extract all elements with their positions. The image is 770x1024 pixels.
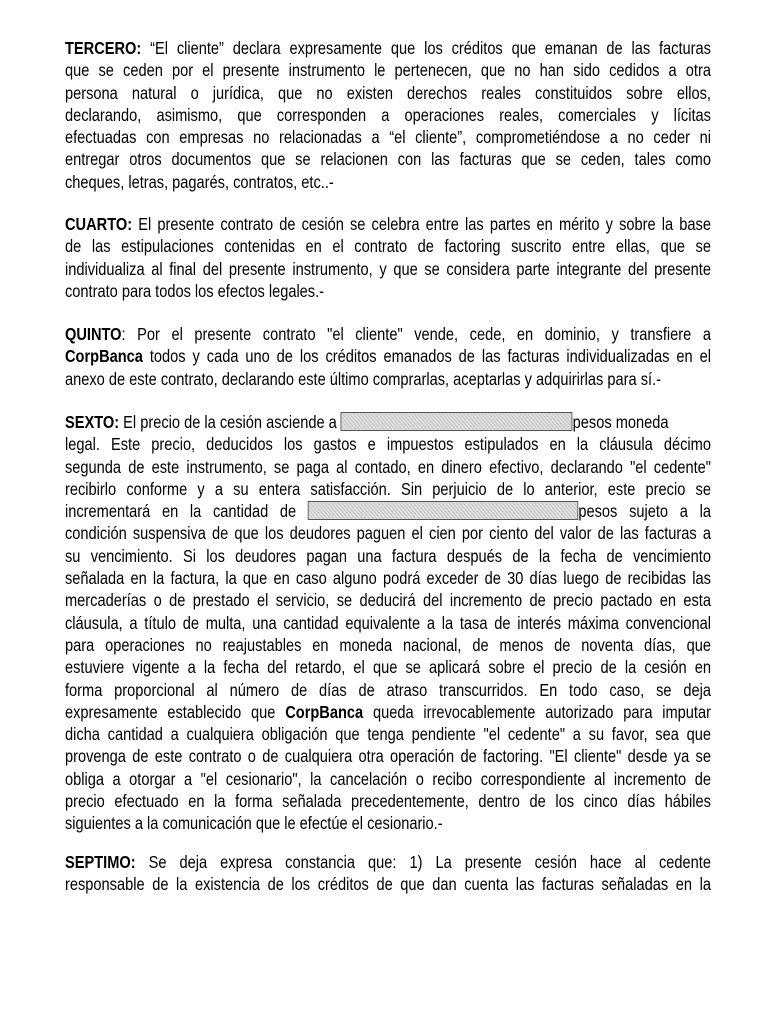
clause-heading: SEPTIMO: <box>65 852 136 872</box>
increment-amount-field[interactable] <box>308 501 578 520</box>
clause-sexto <box>65 411 711 835</box>
clause-text: precio efectuado en la forma señalada precedentemente, dentro de los cinco días hábiles <box>65 791 711 812</box>
clause-text: que se ceden por el presente instrumento le pertenecen, que no han sido cedidos a otra <box>65 60 711 81</box>
clause-text: dicha cantidad a cualquiera obligación que tenga pendiente "el cedente" a su favor, sea que <box>65 724 711 745</box>
clause-text: cheques, letras, pagarés, contratos, etc..- <box>65 171 334 192</box>
clause-text: queda irrevocablemente autorizado para imputar <box>363 701 711 722</box>
clause-text: declarando, asimismo, que corresponden a operaciones reales, comerciales y lícitas <box>65 104 711 125</box>
clause-text: cláusula, a título de multa, una cantidad equivalente a la tasa de interés máxima convencional <box>65 612 711 633</box>
clause-text: para operaciones no reajustables en moneda nacional, de menos de noventa días, que <box>65 634 711 655</box>
clause-text: anexo de este contrato, declarando este último comprarlas, aceptarlas y adquirirlas para sí.- <box>65 368 662 389</box>
clause-text: individualiza al final del presente instrumento, y que se considera parte integrante del presente <box>65 258 711 279</box>
clause-text: estuviere vigente a la fecha del retardo, el que se aplicará sobre el precio de la cesión en <box>65 657 711 678</box>
clause-quinto <box>65 323 711 390</box>
clause-text: condición suspensiva de que los deudores paguen el cien por ciento del valor de las facturas a <box>65 523 711 544</box>
clause-text: Se deja expresa constancia que: 1) La presente cesión hace al cedente <box>135 852 711 872</box>
clause-text: : Por el presente contrato "el cliente" vende, cede, en dominio, y transfiere a <box>121 324 711 344</box>
clause-text: efectuadas con empresas no relacionadas a “el cliente”, comprometiéndose a no ceder ni <box>65 127 711 148</box>
price-amount-field[interactable] <box>341 412 573 431</box>
bank-name: CorpBanca <box>65 346 143 367</box>
clause-tercero <box>65 37 711 193</box>
clause-text: de las estipulaciones contenidas en el contrato de factoring suscrito entre ellas, que se <box>65 236 711 257</box>
clause-text: provenga de este contrato o de cualquiera otra operación de factoring. "El cliente" desde ya se <box>65 746 711 767</box>
clause-text: persona natural o jurídica, que no existen derechos reales constituidos sobre ellos, <box>65 82 711 103</box>
clause-text: siguientes a la comunicación que le efectúe el cesionario.- <box>65 813 443 834</box>
clause-heading: QUINTO <box>65 324 122 344</box>
clause-text: todos y cada uno de los créditos emanados de las facturas individualizadas en el <box>142 346 711 367</box>
clause-text: recibirlo conforme y a su entera satisfacción. Sin perjuicio de lo anterior, este precio se <box>65 478 711 499</box>
clause-text: El precio de la cesión asciende a <box>119 412 341 432</box>
clause-text: El presente contrato de cesión se celebra entre las partes en mérito y sobre la base <box>132 214 711 234</box>
clause-septimo <box>65 851 711 896</box>
clause-text: legal. Este precio, deducidos los gastos e impuestos estipulados en la cláusula décimo <box>65 434 711 455</box>
clause-text: forma proporcional al número de días de atraso transcurridos. En todo caso, se deja <box>65 679 711 700</box>
clause-heading: TERCERO: <box>65 38 142 58</box>
clause-text: mercaderías o de prestado el servicio, se deducirá del incremento de precio pactado en esta <box>65 590 711 611</box>
clause-text: segunda de este instrumento, se paga al contado, en dinero efectivo, declarando "el cedente" <box>65 456 711 477</box>
clause-heading: SEXTO: <box>65 412 120 432</box>
clause-text: responsable de la existencia de los créditos de que dan cuenta las facturas señaladas en la <box>65 874 711 895</box>
clause-heading: CUARTO: <box>65 214 133 234</box>
clause-text: pesos moneda <box>572 412 669 432</box>
clause-cuarto <box>65 213 711 302</box>
clause-text: señalada en la factura, la que en caso alguno podrá exceder de 30 días luego de recibidas las <box>65 568 711 589</box>
clause-text: contrato para todos los efectos legales.- <box>65 280 325 301</box>
bank-name: CorpBanca <box>285 701 364 722</box>
clause-text: obliga a otorgar a "el cesionario", la cancelación o recibo correspondiente al incremento de <box>65 768 711 789</box>
clause-text: entregar otros documentos que se relacionen con las facturas que se ceden, tales como <box>65 149 711 170</box>
clause-text: su vencimiento. Si los deudores pagan una factura después de la fecha de vencimiento <box>65 545 711 566</box>
clause-text: incrementará en la cantidad de <box>65 501 308 522</box>
clause-text: “El cliente” declara expresamente que los créditos que emanan de las facturas <box>141 38 711 58</box>
clause-text: expresamente establecido que <box>65 701 286 722</box>
clause-text: pesos sujeto a la <box>578 501 711 522</box>
